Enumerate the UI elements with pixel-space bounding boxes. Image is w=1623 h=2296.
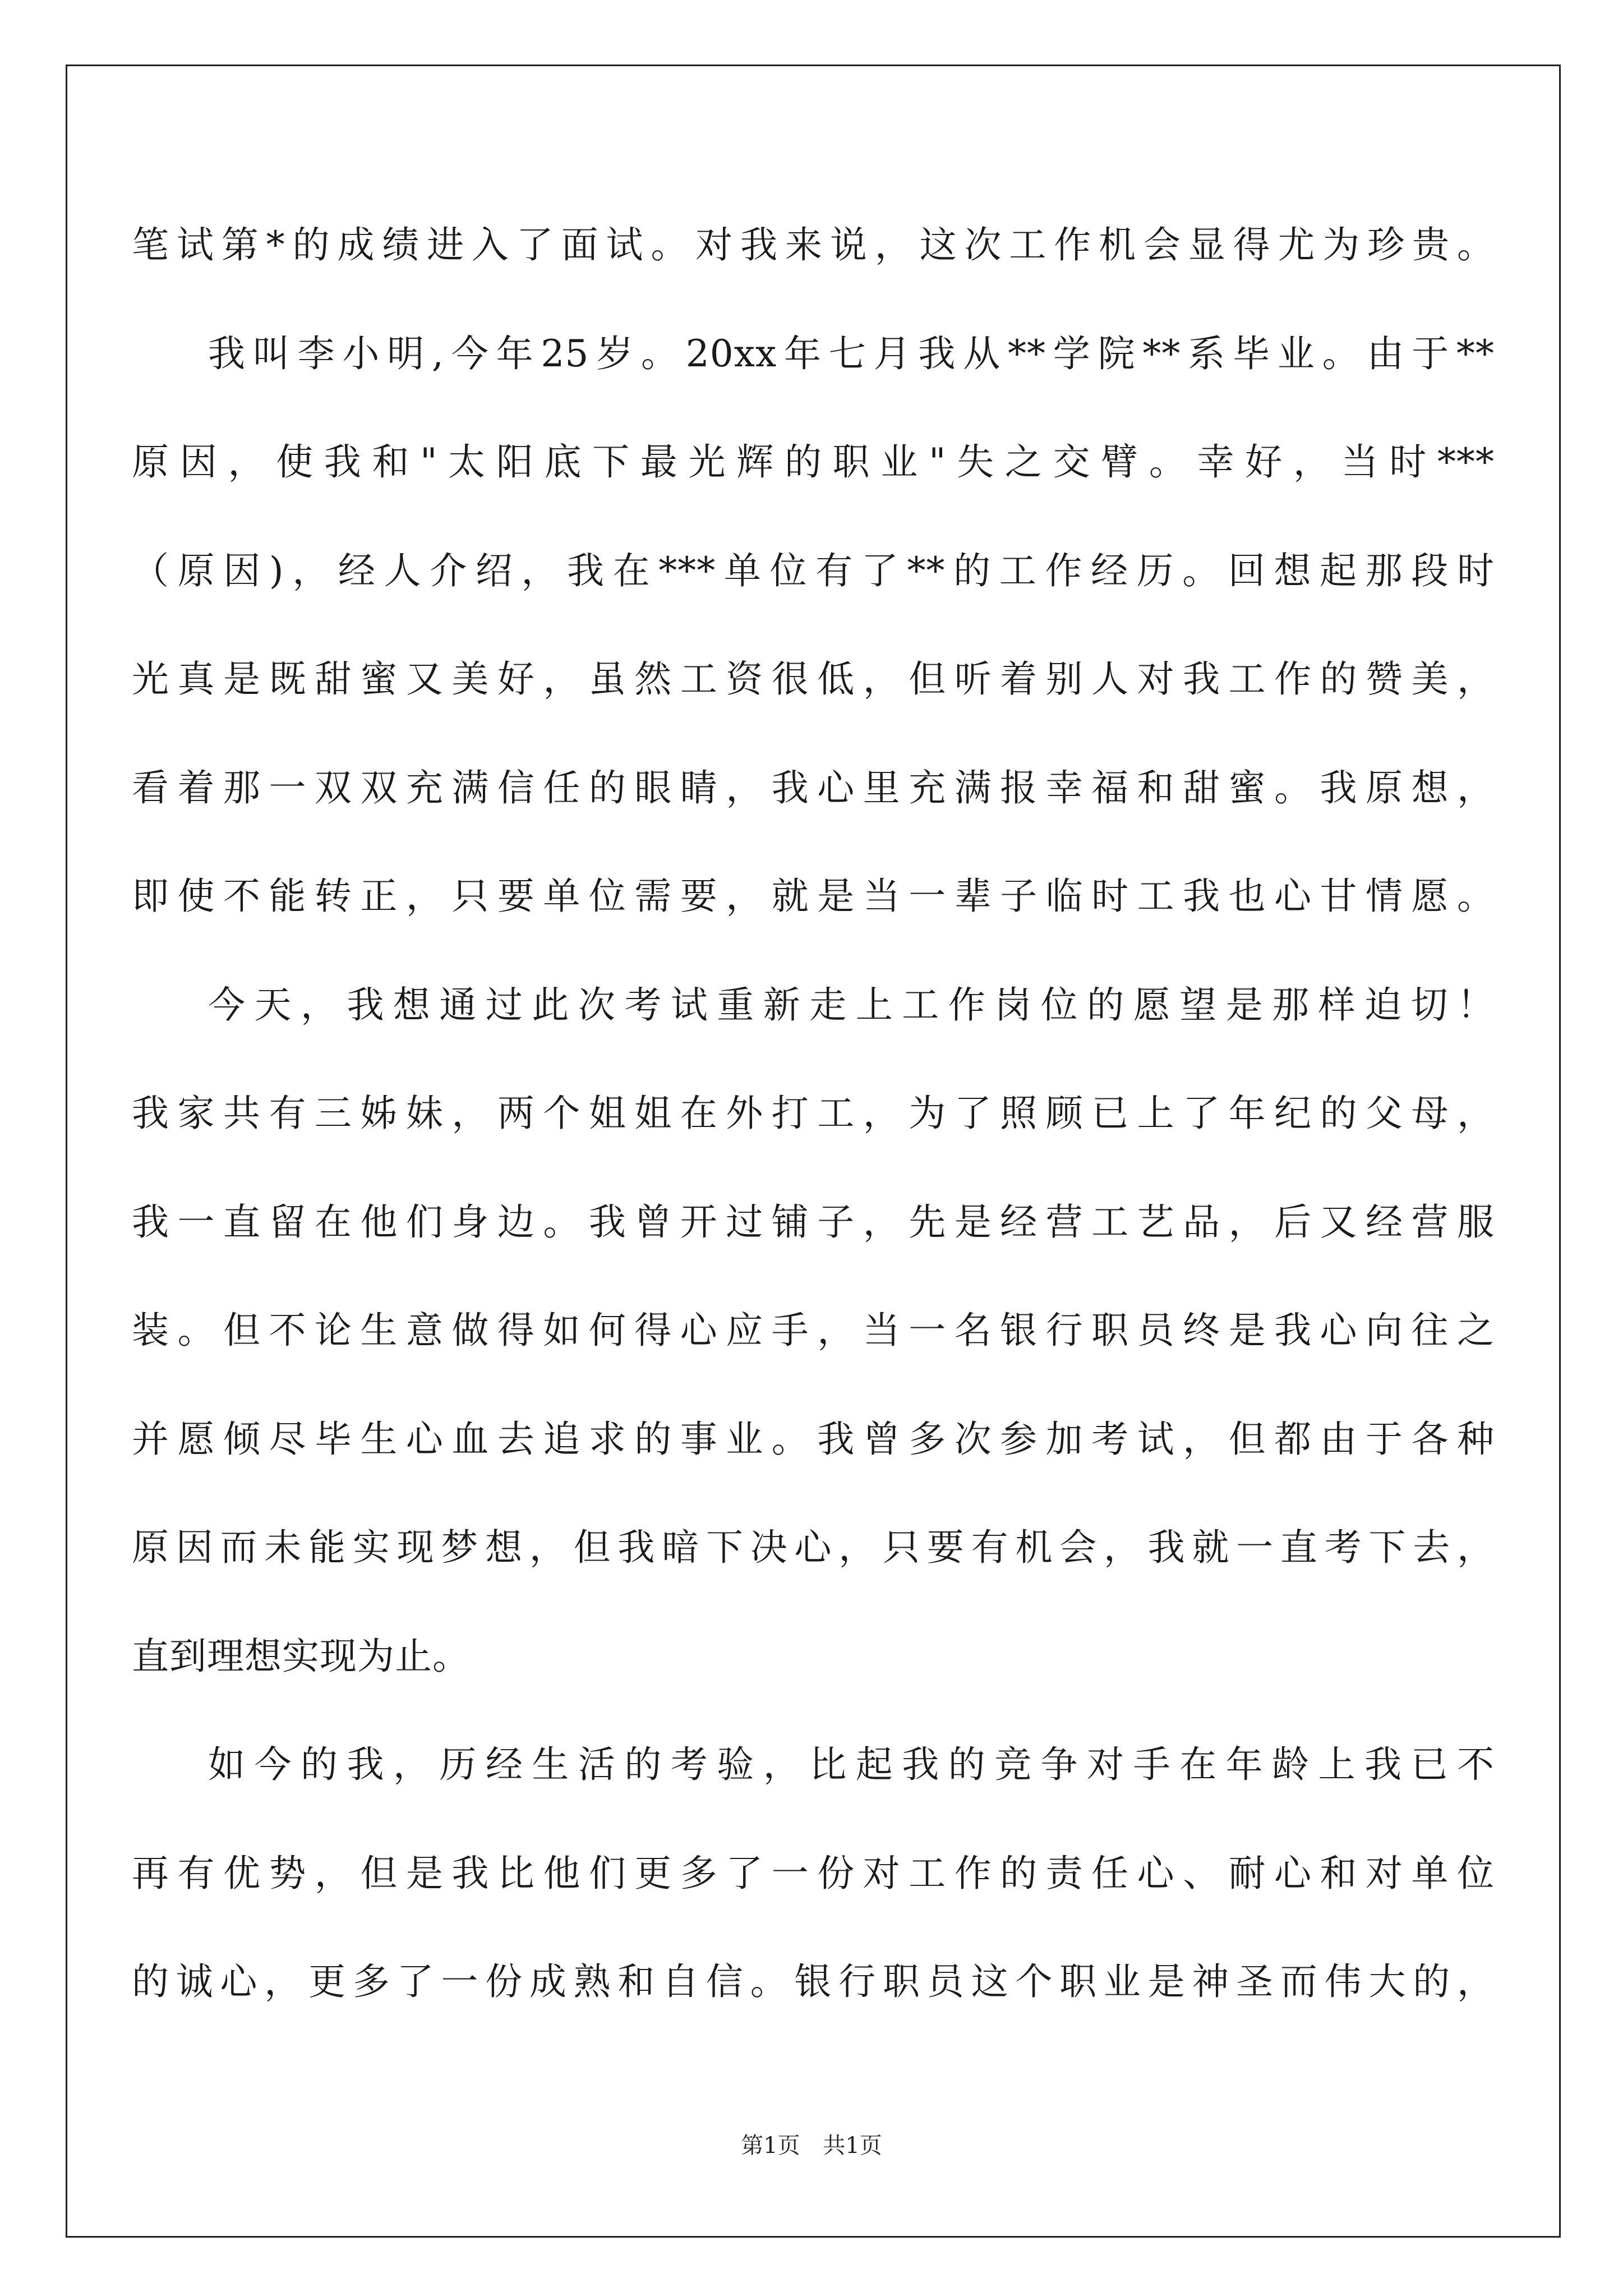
text-line: 的诚心，更多了一份成熟和自信。银行职员这个职业是神圣而伟大的，	[132, 1960, 1495, 2003]
page-number: 第1页	[741, 2133, 800, 2159]
text-line: 如今的我，历经生活的考验，比起我的竞争对手在年龄上我已不	[208, 1743, 1495, 1786]
page-footer	[0, 2129, 1623, 2162]
text-line: 并愿倾尽毕生心血去追求的事业。我曾多次参加考试，但都由于各种	[132, 1417, 1495, 1461]
page-total: 共1页	[823, 2133, 882, 2159]
text-line: 原因而未能实现梦想，但我暗下决心，只要有机会，我就一直考下去，	[132, 1526, 1495, 1569]
text-line: 看着那一双双充满信任的眼睛，我心里充满报幸福和甜蜜。我原想，	[132, 766, 1495, 809]
text-line: 直到理想实现为止。	[132, 1634, 470, 1678]
text-line: （原因)，经人介绍，我在***单位有了**的工作经历。回想起那段时	[132, 549, 1495, 592]
text-line: 我叫李小明,今年25岁。20xx年七月我从**学院**系毕业。由于**	[208, 332, 1495, 375]
text-line: 即使不能转正，只要单位需要，就是当一辈子临时工我也心甘情愿。	[132, 875, 1495, 918]
document-body	[132, 191, 1495, 2036]
text-line: 装。但不论生意做得如何得心应手，当一名银行职员终是我心向往之	[132, 1309, 1495, 1352]
text-line: 原因，使我和"太阳底下最光辉的职业"失之交臂。幸好，当时***	[132, 440, 1495, 484]
text-line: 笔试第*的成绩进入了面试。对我来说，这次工作机会显得尤为珍贵。	[132, 223, 1495, 266]
text-line: 我一直留在他们身边。我曾开过铺子，先是经营工艺品，后又经营服	[132, 1200, 1495, 1244]
text-line: 今天，我想通过此次考试重新走上工作岗位的愿望是那样迫切！	[208, 983, 1495, 1027]
text-line: 我家共有三姊妹，两个姐姐在外打工，为了照顾已上了年纪的父母，	[132, 1092, 1495, 1135]
text-line: 光真是既甜蜜又美好，虽然工资很低，但听着别人对我工作的赞美，	[132, 657, 1495, 701]
text-line: 再有优势，但是我比他们更多了一份对工作的责任心、耐心和对单位	[132, 1851, 1495, 1895]
